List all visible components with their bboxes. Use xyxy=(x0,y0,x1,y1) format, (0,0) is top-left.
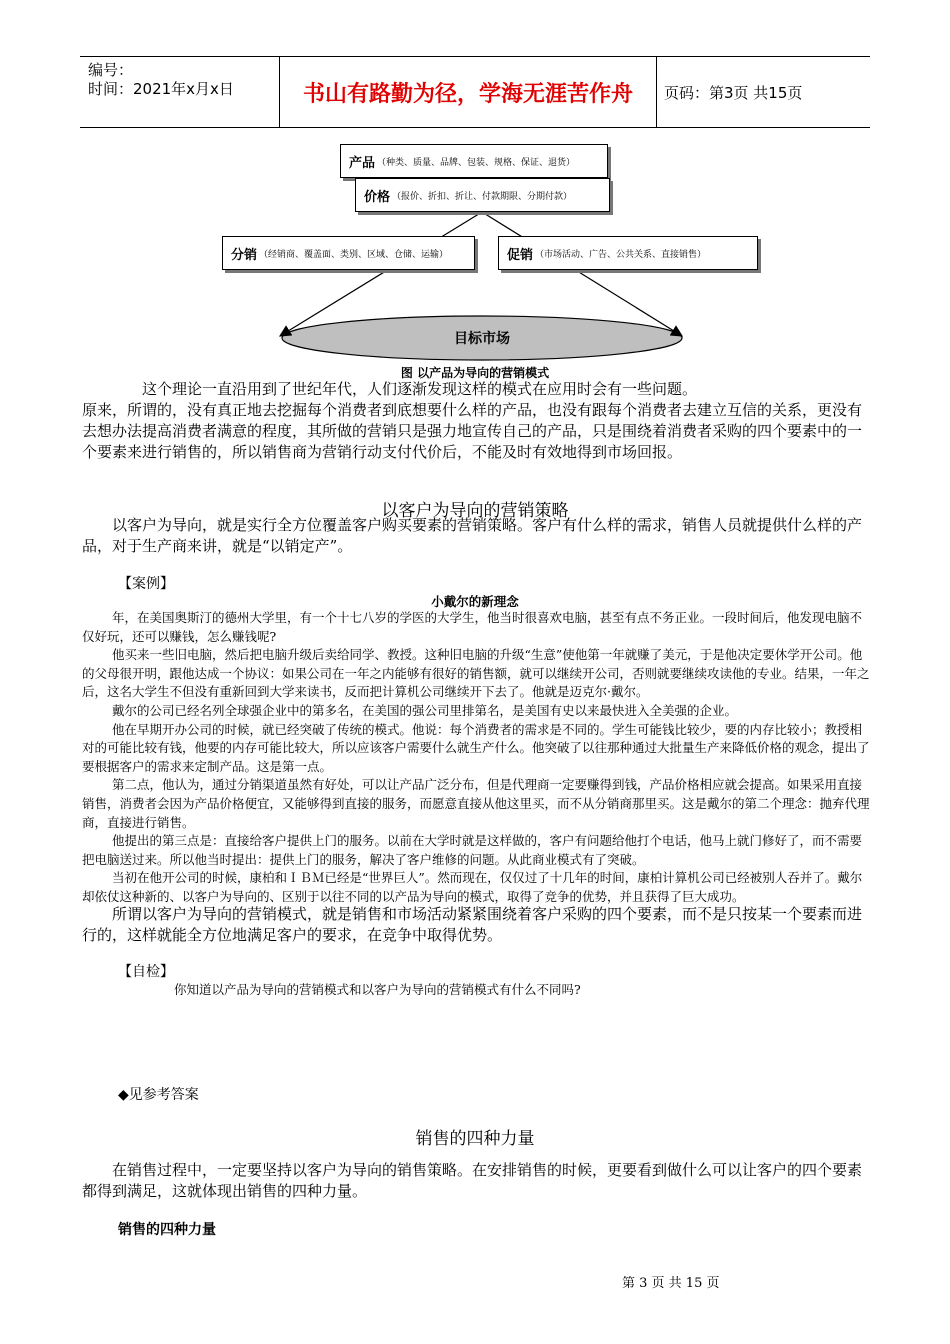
subheading-four-forces: 销售的四种力量 xyxy=(118,1222,216,1238)
price-title: 价格 xyxy=(364,189,391,205)
self-check-tag: 【自检】 xyxy=(118,964,174,980)
promotion-box xyxy=(498,236,758,270)
document-header xyxy=(80,56,870,128)
paragraph-5: 在销售过程中，一定要坚持以客户为导向的销售策略。在安排销售的时候，更要看到做什么可以让客户的四个要素都得到满足，这就体现出销售的四种力量。 xyxy=(82,1161,863,1200)
case-title: 小戴尔的新理念 xyxy=(431,594,519,609)
number-label: 编号： xyxy=(88,61,134,79)
case-tag: 【案例】 xyxy=(118,576,174,592)
distribution-detail: （经销商、覆盖面、类别、区域、仓储、运输） xyxy=(259,249,449,260)
product-title: 产品 xyxy=(349,155,376,171)
case-paragraph-1: 年，在美国奥斯汀的德州大学里，有一个十七八岁的学医的大学生，他当时很喜欢电脑，甚至有点不务正业。一段时间后，他发现电脑不仅好玩，还可以赚钱，怎么赚钱呢? xyxy=(82,610,863,644)
price-detail: （报价、折扣、折让、付款期限、分期付款） xyxy=(392,191,573,202)
distribution-box xyxy=(222,236,475,270)
distribution-title: 分销 xyxy=(231,247,258,263)
target-market-label: 目标市场 xyxy=(454,331,510,347)
section-title-four-forces: 销售的四种力量 xyxy=(415,1129,535,1149)
case-paragraph-4: 他在早期开办公司的时候，就已经突破了传统的模式。他说：每个消费者的需求是不同的。学生可能钱比较少，要的内存比较小；教授相对的可能比较有钱，他要的内存可能比较大，所以应该客户需要什么就生产什么。他突破了以往那种通过大批量生产来降低价格的观念，提出了要根据客户的需求来定制产品。这是第一点。 xyxy=(82,721,870,774)
case-text xyxy=(82,609,872,907)
paragraph-4: 所谓以客户为导向的营销模式，就是销售和市场活动紧紧围绕着客户采购的四个要素，而不是只按某一个要素而进行的，这样就能全方位地满足客户的要求，在竞争中取得优势。 xyxy=(82,905,863,944)
paragraph-1: 这个理论一直沿用到了世纪年代，人们逐渐发现这样的模式在应用时会有一些问题。 xyxy=(142,380,698,398)
case-paragraph-6: 他提出的第三点是：直接给客户提供上门的服务。以前在大学时就是这样做的，客户有问题给他打个电话，他马上就门修好了，而不需要把电脑送过来。所以他当时提出：提供上门的服务，解决了客户维修的问题。从此商业模式有了突破。 xyxy=(82,833,863,867)
paragraph-3: 以客户为导向，就是实行全方位覆盖客户购买要素的营销策略。客户有什么样的需求，销售人员就提供什么样的产品，对于生产商来讲，就是“以销定产”。 xyxy=(82,516,863,555)
case-paragraph-5: 第二点，他认为，通过分销渠道虽然有好处，可以让产品广泛分布，但是代理商一定要赚得到钱，产品价格相应就会提高。如果采用直接销售，消费者会因为产品价格便宜，又能够得到直接的服务，而愿意直接从他这里买，而不从分销商那里买。这是戴尔的第二个理念：抛弃代理商，直接进行销售。 xyxy=(82,777,870,830)
header-page-label: 页码：第3页 共15页 xyxy=(664,83,803,102)
section-title-customer: 以客户为导向的营销策略 xyxy=(381,501,569,521)
promotion-title: 促销 xyxy=(507,247,534,263)
marketing-model-diagram xyxy=(210,140,720,370)
case-paragraph-3: 戴尔的公司已经名列全球强企业中的第多名，在美国的强公司里排第名，是美国有史以来最快进入全美强的企业。 xyxy=(112,702,738,718)
paragraph-2: 原来，所谓的，没有真正地去挖掘每个消费者到底想要什么样的产品，也没有跟每个消费者去建立互信的关系，更没有去想办法提高消费者满意的程度，其所做的营销只是强力地宣传自己的产品，只是围绕着消费者采购的四个要素中的一个要素来进行销售的，所以销售商为营销行动支付代价后，不能及时有效地得到市场回报。 xyxy=(82,401,863,461)
product-detail: （种类、质量、品牌、包装、规格、保证、退货） xyxy=(377,157,576,168)
figure-caption: 图 以产品为导向的营销模式 xyxy=(400,366,550,380)
page-footer: 第 3 页 共 15 页 xyxy=(622,1276,720,1291)
promotion-detail: （市场活动、广告、公共关系、直接销售） xyxy=(535,249,707,260)
case-paragraph-2: 他买来一些旧电脑，然后把电脑升级后卖给同学、教授。这种旧电脑的升级“生意”使他第一年就赚了美元，于是他决定要休学开公司。他的父母很开明，跟他达成一个协议：如果公司在一年之内能够有很好的销售额，就可以继续开公司，否则就要继续攻读他的专业。结果，一年之后，这名大学生不但没有重新回到大学来读书，反而把计算机公司继续开下去了。他就是迈克尔·戴尔。 xyxy=(82,647,870,700)
case-paragraph-7: 当初在他开公司的时候，康柏和ＩＢＭ已经是“世界巨人”。然而现在，仅仅过了十几年的时间，康柏计算机公司已经被别人吞并了。戴尔却依仗这种新的、以客户为导向的、区别于以往不同的以产品为导向的模式，取得了竞争的优势，并且获得了巨大成功。 xyxy=(82,870,863,904)
self-check-question: 你知道以产品为导向的营销模式和以客户为导向的营销模式有什么不同吗? xyxy=(174,982,581,997)
price-box xyxy=(355,178,610,212)
header-meta xyxy=(80,57,280,127)
answer-reference: ◆见参考答案 xyxy=(118,1087,199,1103)
product-box xyxy=(340,144,608,178)
header-motto: 书山有路勤为径，学海无涯苦作舟 xyxy=(280,57,657,127)
time-label: 时间：2021年x月x日 xyxy=(88,80,234,98)
